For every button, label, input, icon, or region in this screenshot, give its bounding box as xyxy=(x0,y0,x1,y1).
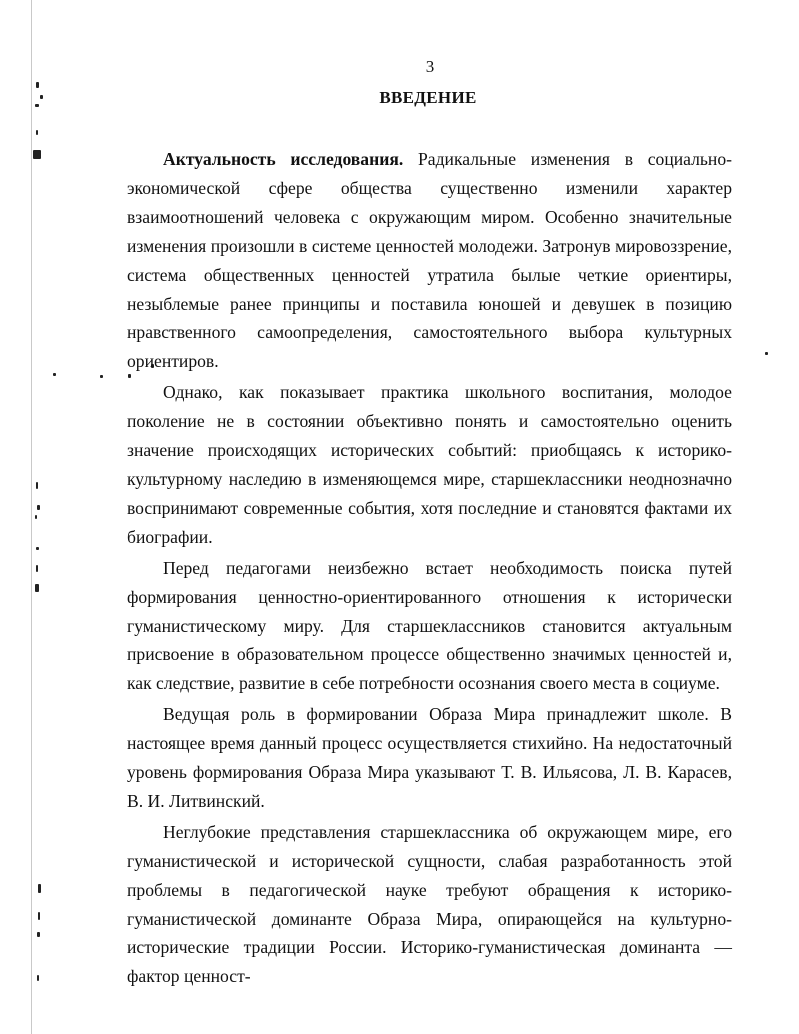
scan-speck xyxy=(37,932,40,937)
paragraph-lead: Актуальность исследования. xyxy=(163,149,404,169)
scan-speck xyxy=(35,584,39,592)
scan-speck xyxy=(36,130,38,135)
paragraph-text: Однако, как показывает практика школьного воспитания, молодое поколение не в состоянии объективно понять и самостоятельно оценить значение происходящих исторических событий: приобщаясь к историко-культурному наследию в изменяющемся мире, старшеклассники неоднозначно воспринимают современные события, хотя последние и становятся фактами их биографии. xyxy=(127,382,732,547)
scan-speck xyxy=(53,373,56,376)
scan-speck xyxy=(765,352,768,355)
paragraph-practice xyxy=(127,378,732,551)
paragraph-school-role xyxy=(127,700,732,816)
paragraph-text: Радикальные изменения в социально-экономической сфере общества существенно изменили характер взаимоотношений человека с окружающим миром. Особенно значительные изменения произошли в системе ценностей молодежи. Затронув мировоззрение, система общественных ценностей утратила былые четкие ориентиры, незыблемые ранее принципы и поставила юношей и девушек в позицию нравственного самоопределения, самостоятельного выбора культурных ориентиров. xyxy=(127,149,732,372)
paragraph-teachers xyxy=(127,554,732,699)
scan-speck xyxy=(36,547,39,550)
paragraph-text: Перед педагогами неизбежно встает необходимость поиска путей формирования ценностно-ориентированного отношения к исторически гуманистическому миру. Для старшеклассников становится актуальным присвоение в образовательном процессе общественно значимых ценностей и, как следствие, развитие в себе потребности осознания своего места в социуме. xyxy=(127,557,732,694)
scan-speck xyxy=(35,104,39,107)
scan-speck xyxy=(37,505,40,510)
scan-speck xyxy=(100,375,103,378)
scan-speck xyxy=(38,884,41,893)
body-text xyxy=(127,145,732,991)
paragraph-dominant xyxy=(127,818,732,991)
scan-speck xyxy=(37,975,39,981)
paragraph-text: Неглубокие представления старшеклассника об окружающем мире, его гуманистической и исторической сущности, слабая разработанность этой проблемы в педагогической науке требуют обращения к историко-гуманистической доминанте Образа Мира, опирающейся на культурно-исторические традиции России. Историко-гуманистическая доминанта — фактор ценност- xyxy=(127,821,732,987)
scan-speck xyxy=(36,482,38,489)
scan-speck xyxy=(36,565,38,572)
page-number: 3 xyxy=(425,57,435,76)
paragraph-text: Ведущая роль в формировании Образа Мира принадлежит школе. В настоящее время данный процесс осуществляется стихийно. На недостаточный уровень формирования Образа Мира указывают Т. В. Ильясова, Л. В. Карасев, В. И. Литвинский. xyxy=(127,704,732,811)
scan-speck xyxy=(33,150,41,159)
scan-edge-line xyxy=(31,0,32,1034)
scan-speck xyxy=(35,515,37,519)
scan-speck xyxy=(38,912,40,920)
section-heading: ВВЕДЕНИЕ xyxy=(379,88,477,107)
paragraph-relevance xyxy=(127,145,732,376)
scan-speck xyxy=(40,95,43,99)
scan-speck xyxy=(36,82,39,88)
